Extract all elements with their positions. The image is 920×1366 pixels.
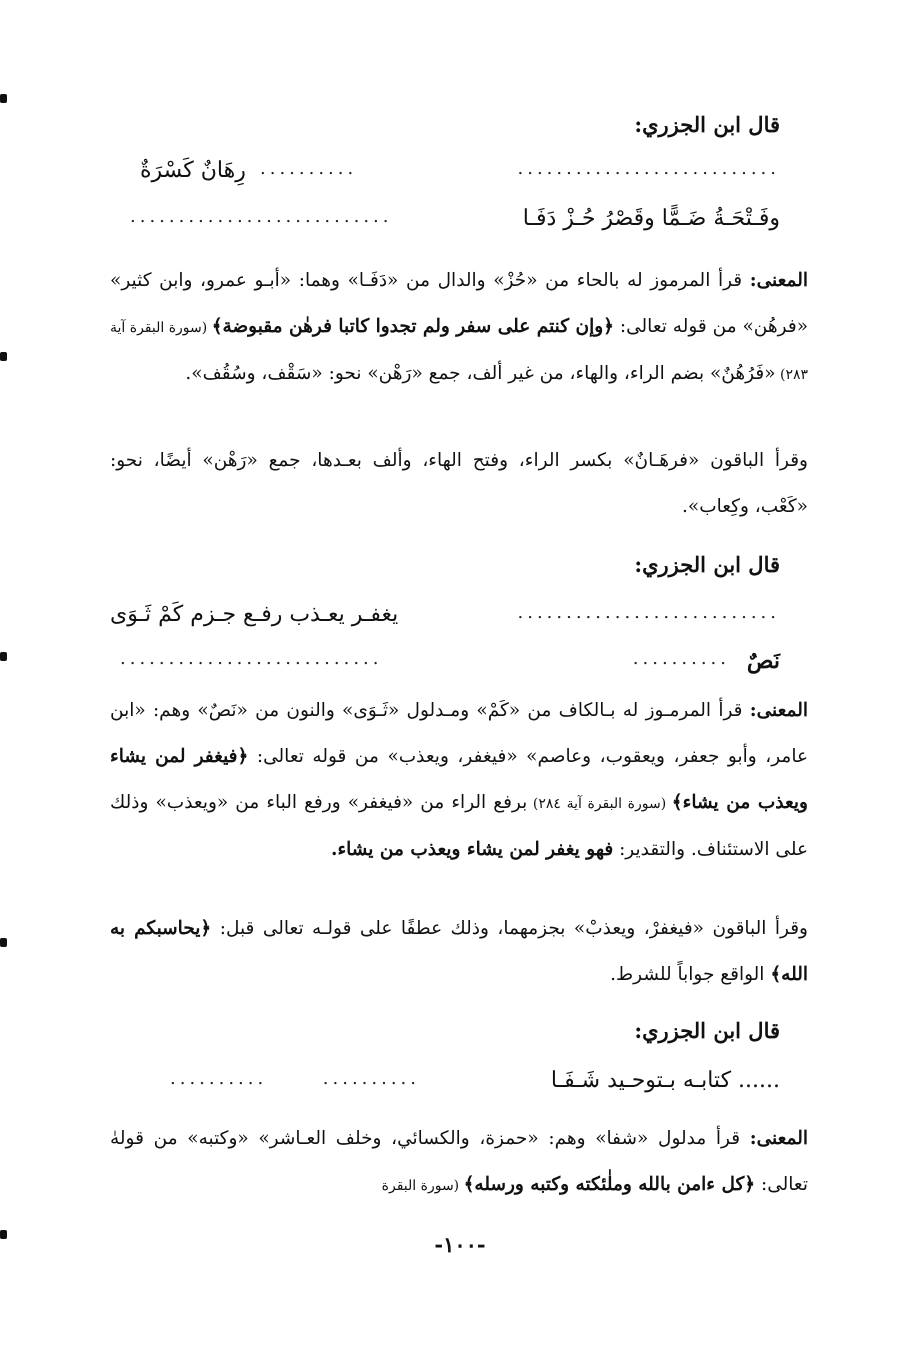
paragraph-text: الواقع جواباً للشرط. [610, 964, 771, 985]
binding-hole-mark [0, 652, 7, 661]
meaning-label: المعنى: [749, 270, 808, 291]
verse-dots: ........................... [517, 158, 780, 179]
verse-text: نَصٌ [746, 648, 780, 674]
paragraph: وقرأ الباقون «فرهَـانٌ» بكسر الراء، وفتح الهاء، وألف بعـدها، جمع «رَهْن» أيضًا، نحو: «كَعْب، وكِعاب». [110, 450, 808, 517]
binding-hole-mark [0, 938, 7, 947]
paragraph-text: فهو يغفر لمن يشاء ويعذب من يشاء. [331, 839, 614, 860]
verse-text: يغفـر يعـذب رفـع جـزم كَمْ ثَـوَى [110, 602, 399, 627]
verse-dots: ........................... [130, 206, 393, 227]
verse-text: وفَـتْحَـةُ ضَـمًّا وقَصْرُ حُـزْ دَفَـا [522, 206, 780, 231]
quran-quote: ﴿كل ءامن بالله وملٰئكته وكتبه ورسله﴾ [463, 1174, 756, 1195]
verse-dots: .......... [322, 1068, 420, 1089]
surah-reference: (سورة البقرة [381, 1178, 464, 1194]
verse-line [110, 648, 780, 682]
page-number: -١٠٠- [434, 1232, 486, 1257]
surah-reference: (سورة البقرة آية ٢٨٣) [110, 320, 808, 383]
verse-text: ...... كتابـه بـتوحـيد شَـفَـا [550, 1068, 780, 1093]
verse-dots: .......... [260, 158, 358, 179]
quran-quote: ﴿يحاسبكم به الله﴾ [110, 918, 808, 985]
verse-dots: ........................... [517, 602, 780, 623]
meaning-label: المعنى: [749, 700, 808, 721]
paragraph-text: قرأ المرمـوز له بـالكاف من «كَمْ» ومـدلول «ثَـوَى» والنون من «نَصٌ» وهم: «ابن عامر، وأبو جعفر، ويعقوب، وعاصم» «فيغفر، ويعذب» من قوله تعالى: [110, 700, 808, 767]
quran-quote: ﴿فيغفر لمن يشاء ويعذب من يشاء﴾ [110, 746, 808, 813]
paragraph-text: وقرأ الباقون «فيغفرْ، ويعذبْ» بجزمهما، وذلك عطفًا على قولـه تعالى قبل: [211, 918, 808, 939]
verse-dots: .......... [632, 648, 730, 669]
paragraph-text: قرأ المرموز له بالحاء من «حُزْ» والدال من «دَفَـا» وهما: «أبـو عمرو، وابن كثير» «فرهُن» من قوله تعالى: [110, 270, 809, 337]
meaning-paragraph [110, 258, 808, 398]
meaning-paragraph [110, 688, 808, 873]
paragraph-text: «فَرُهُنٌ» بضم الراء، والهاء، من غير ألف، جمع «رَهْن» نحو: «سَقْف، وسُقُف». [185, 363, 776, 384]
section-heading: قال ابن الجزري: [634, 1018, 780, 1043]
meaning-label: المعنى: [749, 1128, 808, 1149]
meaning-paragraph [110, 1116, 808, 1209]
verse-dots: ........................... [120, 648, 383, 669]
paragraph [110, 906, 808, 998]
binding-hole-mark [0, 352, 7, 361]
verse-dots: .......... [170, 1068, 268, 1089]
section-heading: قال ابن الجزري: [634, 112, 780, 137]
paragraph-text: برفع الراء من «فيغفر» ورفع الباء من «ويعذب» وذلك على الاستئناف. والتقدير: [110, 792, 808, 860]
quran-quote: ﴿وإن كنتم على سفر ولم تجدوا كاتبا فرهٰن مقبوضة﴾ [211, 316, 615, 337]
paragraph-text: قرأ مدلول «شفا» وهم: «حمزة، والكسائي، وخلف العـاشر» «وكتبه» من قولهٰ تعالى: [110, 1128, 808, 1195]
verse-line [110, 206, 780, 240]
verse-text: رِهَانٌ كَسْرَةٌ [140, 158, 246, 183]
section-heading: قال ابن الجزري: [634, 552, 780, 577]
verse-line [110, 1068, 780, 1102]
binding-hole-mark [0, 94, 7, 103]
surah-reference: (سورة البقرة آية ٢٨٤) [527, 796, 672, 812]
verse-line [110, 158, 780, 192]
verse-line [110, 602, 780, 636]
